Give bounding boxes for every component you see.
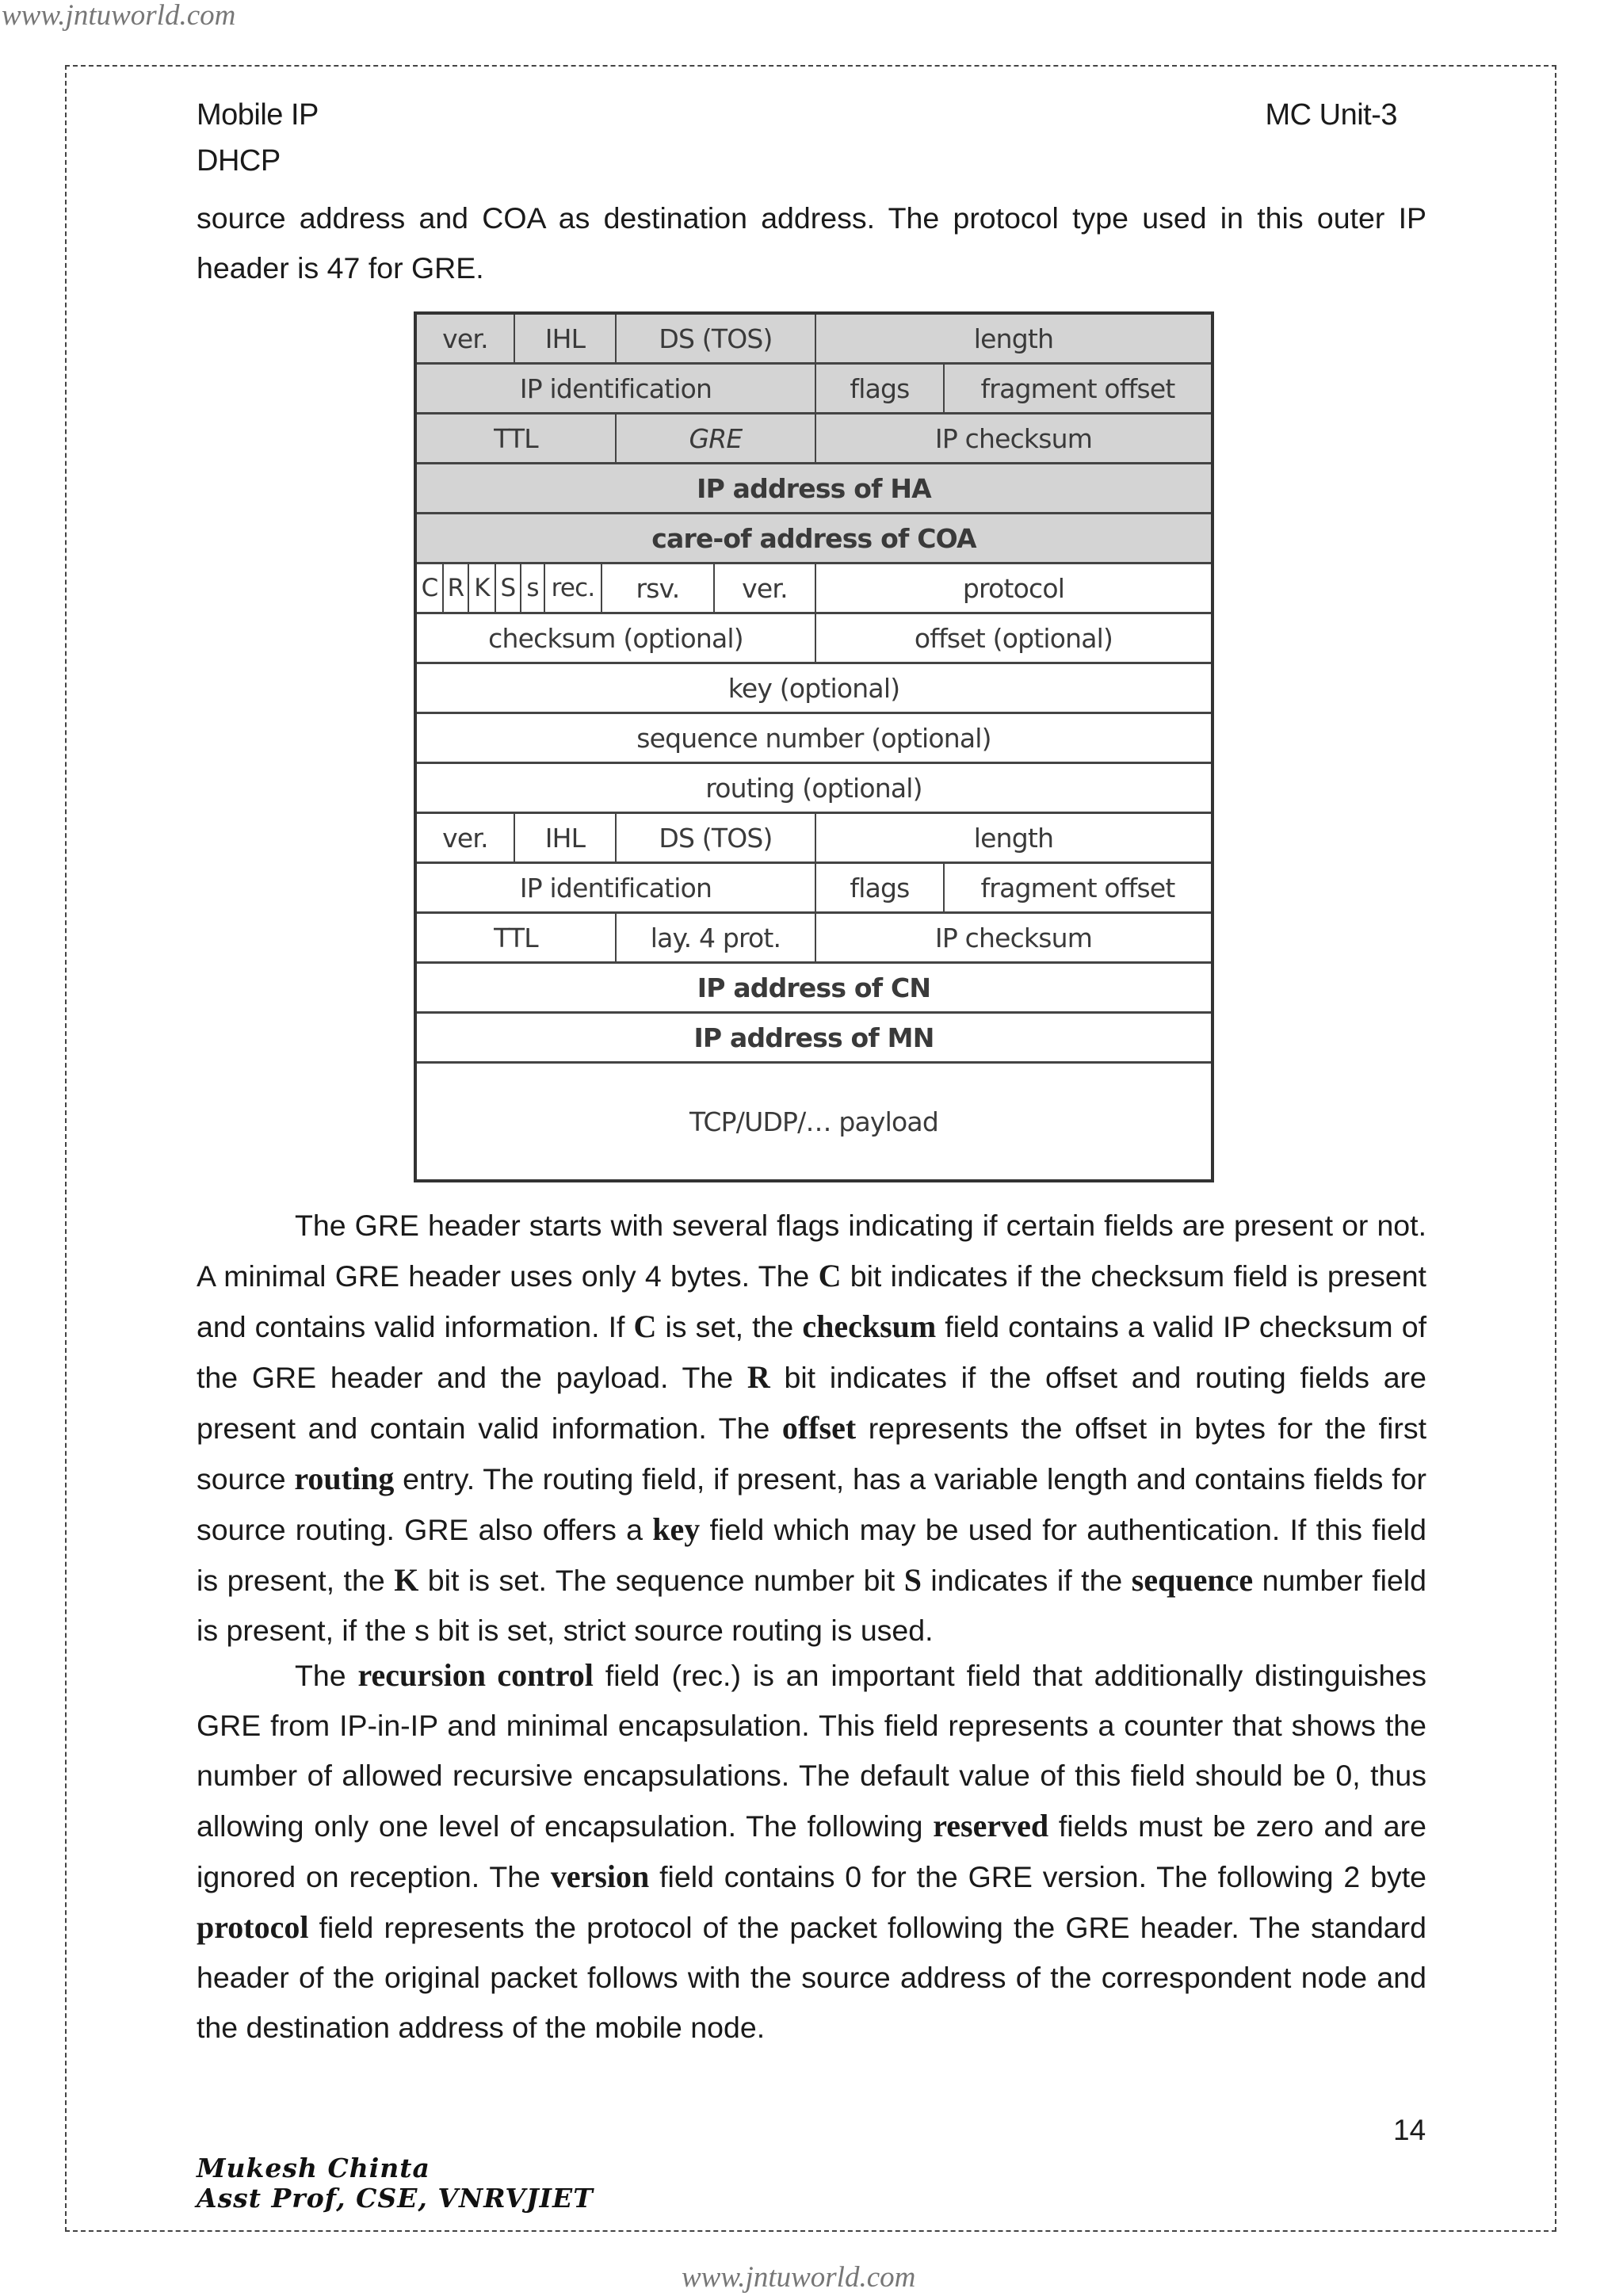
gre-key-field: key (optional) <box>417 664 1211 712</box>
gre-r-flag: R <box>444 564 468 612</box>
gre-protocol-field: protocol <box>816 564 1211 612</box>
bold-term: protocol <box>197 1909 309 1945</box>
row-divider <box>417 362 1211 365</box>
col-divider <box>544 564 545 612</box>
row-divider <box>417 462 1211 464</box>
inner-checksum-field: IP checksum <box>816 914 1211 961</box>
col-divider <box>520 564 521 612</box>
bold-term: sequence <box>1131 1562 1254 1598</box>
bold-term: routing <box>294 1461 395 1496</box>
gre-S-flag: S <box>496 564 520 612</box>
outer-ip-identification-field: IP identification <box>417 365 815 412</box>
bold-term: C <box>818 1258 842 1293</box>
bold-term: version <box>550 1859 650 1894</box>
outer-source-address-field: IP address of HA <box>417 464 1211 512</box>
paragraph-text: field (rec.) is an important field that additionally distinguishes GRE from IP-in-IP and minimal encapsulation. This field represents a counter that shows the number of allowed recursive encapsulations. The default value of this field should be 0, thus allowing only one level of encapsulation. The following <box>197 1659 1426 1843</box>
header-unit: MC Unit-3 <box>1265 98 1397 132</box>
inner-ip-identification-field: IP identification <box>417 864 815 911</box>
bold-term: K <box>394 1562 419 1598</box>
outer-fragment-offset-field: fragment offset <box>945 365 1211 412</box>
col-divider <box>615 315 617 362</box>
row-divider <box>417 961 1211 964</box>
col-divider <box>615 914 617 961</box>
inner-destination-address-field: IP address of MN <box>417 1014 1211 1061</box>
paragraph-text: field contains a valid IP checksum of the GRE header and the payload. The <box>197 1310 1426 1394</box>
watermark-top: www.jntuworld.com <box>2 0 236 32</box>
row-divider <box>417 1011 1211 1014</box>
paragraph-text: field represents the protocol of the packet following the GRE header. The standard header of the original packet follows with the source address of the correspondent node and the destination address of the mobile node. <box>197 1911 1426 2044</box>
col-divider <box>943 365 945 412</box>
col-divider <box>713 564 715 612</box>
recursion-control-paragraph <box>197 1650 1426 2053</box>
gre-checksum-field: checksum (optional) <box>417 614 815 662</box>
outer-length-field: length <box>816 315 1211 362</box>
outer-ver-field: ver. <box>417 315 514 362</box>
watermark-bottom: www.jntuworld.com <box>682 2261 916 2294</box>
row-divider <box>417 412 1211 415</box>
col-divider <box>442 564 444 612</box>
col-divider <box>514 315 515 362</box>
paragraph-text: number field is present, if the s bit is set, strict source routing is used. <box>197 1564 1427 1647</box>
row-divider <box>417 712 1211 714</box>
inner-length-field: length <box>816 814 1211 861</box>
paragraph-text: The <box>295 1659 358 1692</box>
row-divider <box>417 762 1211 764</box>
paragraph-text: bit indicates if the checksum field is present and contains valid information. If <box>197 1259 1426 1343</box>
footer-author-title: Asst Prof, CSE, VNRVJIET <box>197 2183 594 2214</box>
outer-destination-address-field: care-of address of COA <box>417 514 1211 562</box>
paragraph-text: field contains 0 for the GRE version. The following 2 byte <box>649 1860 1427 1893</box>
gre-routing-field: routing (optional) <box>417 764 1211 812</box>
gre-rsv-field: rsv. <box>602 564 713 612</box>
inner-ds-field: DS (TOS) <box>617 814 815 861</box>
gre-packet-diagram <box>414 311 1214 1182</box>
outer-flags-field: flags <box>816 365 943 412</box>
gre-sequence-field: sequence number (optional) <box>417 714 1211 762</box>
page-number: 14 <box>1393 2114 1426 2146</box>
col-divider <box>815 315 816 462</box>
row-divider <box>417 1061 1211 1064</box>
row-divider <box>417 662 1211 664</box>
outer-ds-field: DS (TOS) <box>617 315 815 362</box>
col-divider <box>815 564 816 662</box>
paragraph-text: is set, the <box>656 1310 803 1343</box>
row-divider <box>417 612 1211 614</box>
row-divider <box>417 512 1211 514</box>
inner-fragment-offset-field: fragment offset <box>945 864 1211 911</box>
gre-rec-field: rec. <box>545 564 601 612</box>
paragraph-text: entry. The routing field, if present, has a variable length and contains fields for source routing. GRE also offers a <box>197 1462 1426 1546</box>
col-divider <box>495 564 496 612</box>
paragraph-text: represents the offset in bytes for the first source <box>197 1412 1426 1496</box>
paragraph-text: bit is set. The sequence number bit <box>418 1564 904 1597</box>
col-divider <box>468 564 469 612</box>
col-divider <box>815 814 816 961</box>
outer-protocol-field: GRE <box>617 415 815 462</box>
bold-term: recursion control <box>357 1657 594 1693</box>
inner-ver-field: ver. <box>417 814 514 861</box>
gre-c-flag: C <box>417 564 442 612</box>
header-topic: DHCP <box>197 144 281 178</box>
gre-offset-field: offset (optional) <box>816 614 1211 662</box>
bold-term: offset <box>781 1410 857 1446</box>
gre-flags-paragraph <box>197 1201 1426 1656</box>
paragraph-text: bit indicates if the offset and routing fields are present and contain valid information. The <box>197 1361 1426 1445</box>
col-divider <box>601 564 602 612</box>
row-divider <box>417 562 1211 564</box>
col-divider <box>615 814 617 861</box>
gre-ver-field: ver. <box>715 564 815 612</box>
bold-term: C <box>633 1308 657 1344</box>
inner-protocol-field: lay. 4 prot. <box>617 914 815 961</box>
inner-ihl-field: IHL <box>515 814 615 861</box>
col-divider <box>615 415 617 462</box>
inner-source-address-field: IP address of CN <box>417 964 1211 1011</box>
paragraph-text: indicates if the <box>921 1564 1132 1597</box>
outer-ihl-field: IHL <box>515 315 615 362</box>
intro-paragraph: source address and COA as destination address. The protocol type used in this outer IP header is 47 for GRE. <box>197 201 1426 285</box>
row-divider <box>417 812 1211 814</box>
bold-term: S <box>903 1562 922 1598</box>
gre-s-flag: s <box>521 564 544 612</box>
header-subject: Mobile IP <box>197 98 319 132</box>
row-divider <box>417 911 1211 914</box>
footer-author-name: Mukesh Chinta <box>197 2153 430 2183</box>
outer-ttl-field: TTL <box>417 415 615 462</box>
inner-flags-field: flags <box>816 864 943 911</box>
bold-term: key <box>652 1511 701 1547</box>
paragraph-text: field which may be used for authentication. If this field is present, the <box>197 1513 1426 1597</box>
paragraph-text: The GRE header starts with several flags indicating if certain fields are present or not. A minimal GRE header uses only 4 bytes. The <box>197 1209 1426 1293</box>
payload-field: TCP/UDP/… payload <box>417 1064 1211 1179</box>
outer-checksum-field: IP checksum <box>816 415 1211 462</box>
paragraph-text: fields must be zero and are ignored on reception. The <box>197 1809 1426 1893</box>
row-divider <box>417 861 1211 864</box>
inner-ttl-field: TTL <box>417 914 615 961</box>
col-divider <box>514 814 515 861</box>
gre-k-flag: K <box>469 564 495 612</box>
col-divider <box>943 864 945 911</box>
bold-term: reserved <box>933 1808 1049 1843</box>
bold-term: checksum <box>802 1308 937 1344</box>
bold-term: R <box>747 1359 770 1395</box>
